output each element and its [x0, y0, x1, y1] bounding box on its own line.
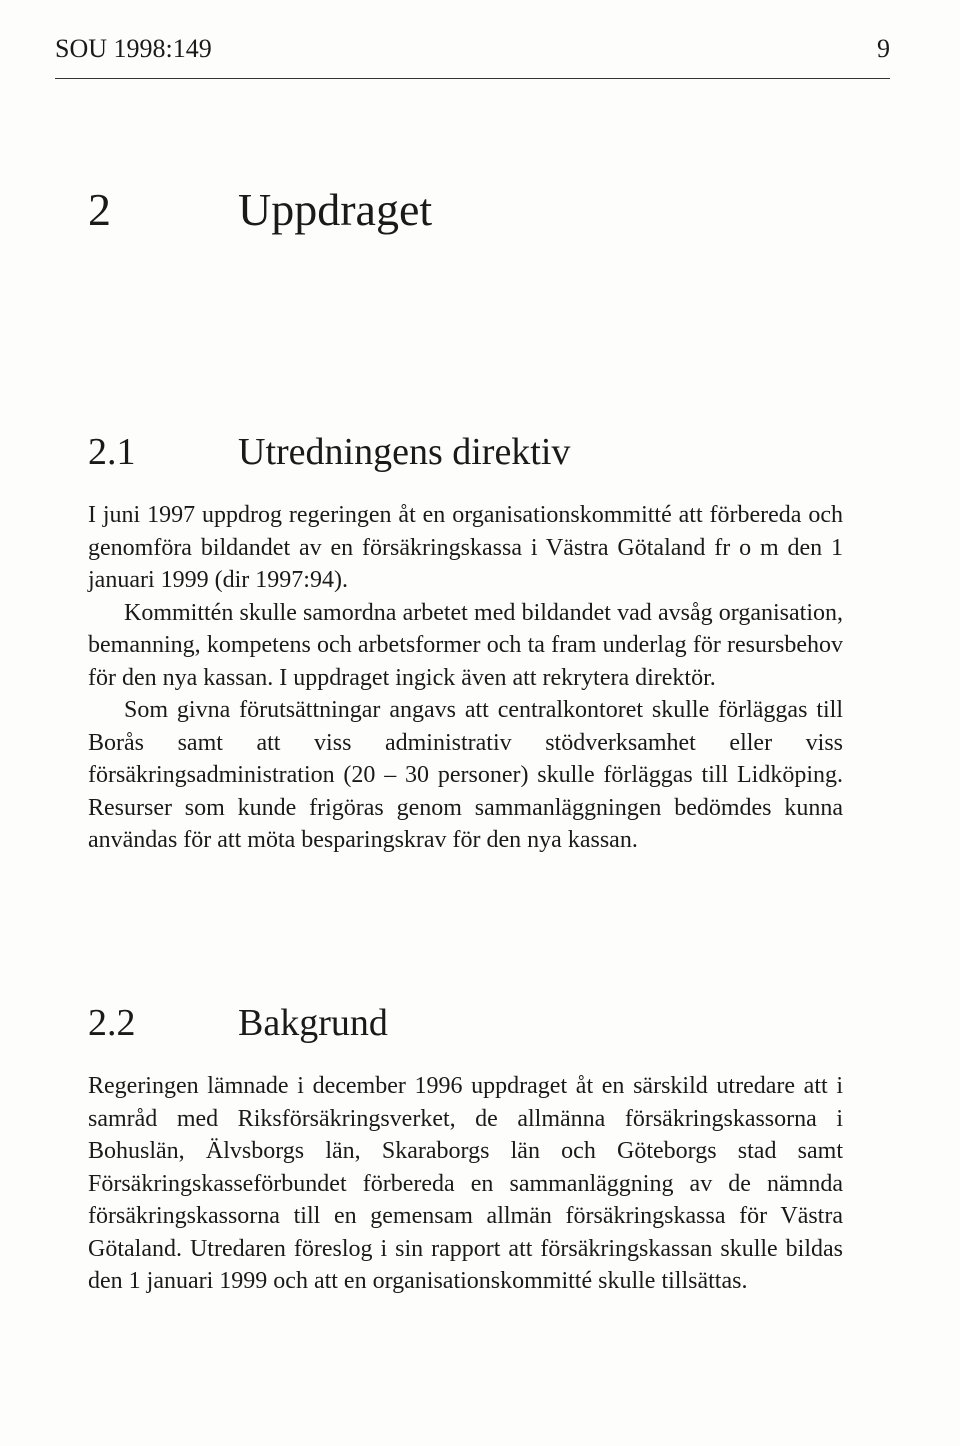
chapter-heading — [88, 180, 432, 240]
paragraph: I juni 1997 uppdrog regeringen åt en organisationskommitté att förbereda och genomföra bildandet av en försäkringskassa i Västra Götaland fr o m den 1 januari 1999 (dir 1997:94). — [88, 502, 843, 593]
section-number: 2.2 — [88, 1002, 136, 1044]
running-header — [55, 32, 890, 79]
section-body-directive — [88, 499, 843, 857]
section-heading-background — [88, 998, 388, 1048]
section-heading-directive — [88, 427, 570, 477]
chapter-title: Uppdraget — [238, 184, 433, 235]
document-reference: SOU 1998:149 — [55, 34, 212, 63]
page-number: 9 — [877, 34, 890, 63]
section-number: 2.1 — [88, 431, 136, 473]
paragraph: Kommittén skulle samordna arbetet med bildandet vad avsåg organisation, bemanning, kompetens och arbetsformer och ta fram underlag för resursbehov för den nya kassan. I uppdraget ingick även att rekrytera direktör. — [88, 599, 843, 691]
section-title: Bakgrund — [238, 1002, 388, 1044]
section-title: Utredningens direktiv — [238, 431, 571, 473]
paragraph: Regeringen lämnade i december 1996 uppdraget åt en särskild utredare att i samråd med Riksförsäkringsverket, de allmänna försäkringskassorna i Bohuslän, Älvsborgs län, Skaraborgs län och Göteborgs stad samt Försäkringskasseförbundet förbereda en sammanläggning av de nämnda försäkringskassorna till en gemensam allmän försäkringskassa för Västra Götaland. Utredaren föreslog i sin rapport att försäkringskassan skulle bildas den 1 januari 1999 och att en organisationskommitté skulle tillsättas. — [88, 1073, 843, 1294]
section-body-background — [88, 1070, 843, 1298]
chapter-number: 2 — [88, 184, 111, 235]
paragraph: Som givna förutsättningar angavs att centralkontoret skulle förläggas till Borås samt att viss administrativ stödverksamhet eller viss försäkringsadministration (20 – 30 personer) skulle förläggas till Lidköping. Resurser som kunde frigöras genom sammanläggningen bedömdes kunna användas för att möta besparingskrav för den nya kassan. — [88, 697, 843, 853]
